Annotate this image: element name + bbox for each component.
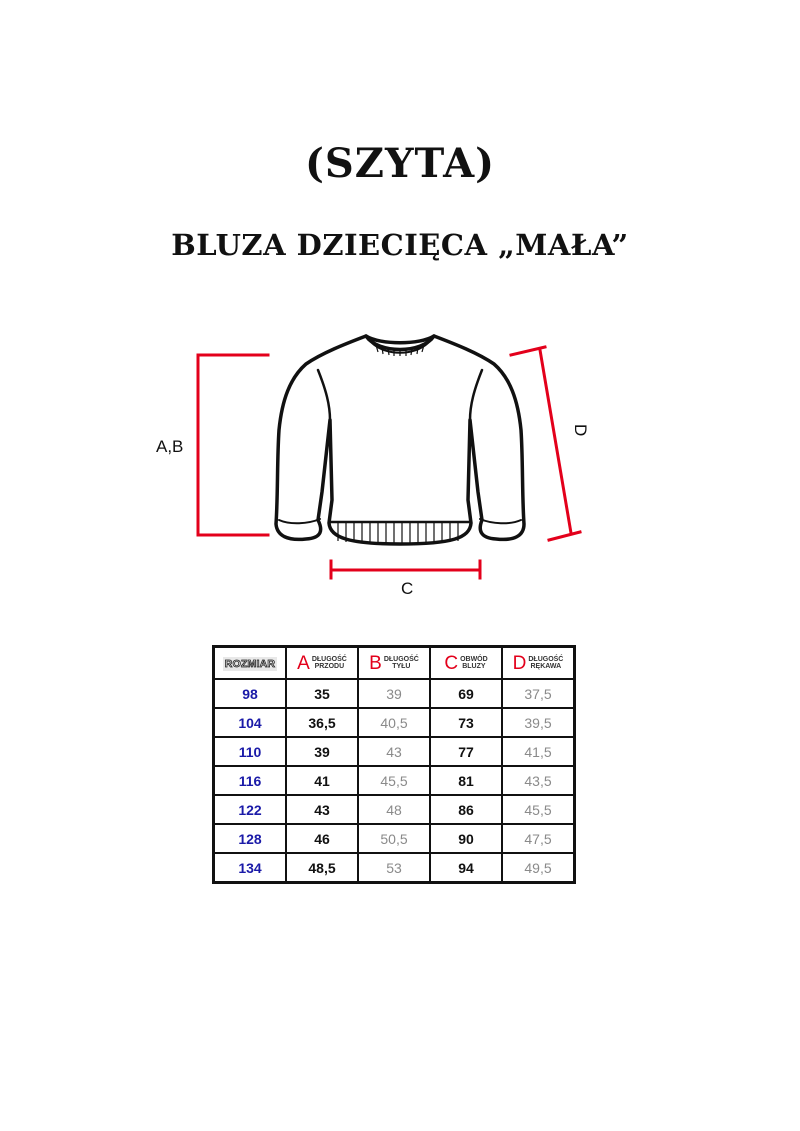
circumference-cell: 77	[430, 737, 502, 766]
size-cell: 116	[214, 766, 287, 795]
header-d-line1: DŁUGOŚĆ	[528, 655, 564, 663]
back-length-cell: 40,5	[358, 708, 430, 737]
back-length-cell: 48	[358, 795, 430, 824]
front-length-cell: 48,5	[286, 853, 358, 883]
size-cell: 110	[214, 737, 287, 766]
sweatshirt-illustration	[276, 336, 524, 544]
header-a-line2: PRZODU	[314, 663, 345, 670]
sleeve-length-cell: 41,5	[502, 737, 575, 766]
length-measure-line	[198, 355, 268, 535]
table-row	[214, 708, 575, 737]
circumference-cell: 73	[430, 708, 502, 737]
sleeve-length-cell: 45,5	[502, 795, 575, 824]
back-length-cell: 45,5	[358, 766, 430, 795]
header-letter-a: A	[297, 652, 310, 674]
size-chart-table	[212, 645, 576, 884]
circumference-cell: 90	[430, 824, 502, 853]
back-length-cell: 43	[358, 737, 430, 766]
size-cell: 128	[214, 824, 287, 853]
label-c: C	[401, 579, 414, 598]
front-length-cell: 46	[286, 824, 358, 853]
size-cell: 104	[214, 708, 287, 737]
sleeve-length-cell: 37,5	[502, 679, 575, 708]
size-cell: 134	[214, 853, 287, 883]
back-length-cell: 39	[358, 679, 430, 708]
product-title: BLUZA DZIECIĘCA „MAŁA”	[171, 228, 629, 262]
header-letter-b: B	[369, 652, 382, 674]
table-row	[214, 853, 575, 883]
header-col-b	[358, 647, 430, 680]
header-letter-c: C	[444, 652, 459, 674]
header-col-d	[502, 647, 575, 680]
header-size	[214, 647, 287, 680]
header-c-line1: OBWÓD	[460, 655, 488, 663]
size-cell: 98	[214, 679, 287, 708]
page-heading: (SZYTA)	[304, 140, 496, 187]
back-length-cell: 53	[358, 853, 430, 883]
header-col-c	[430, 647, 502, 680]
sleeve-length-cell: 43,5	[502, 766, 575, 795]
front-length-cell: 41	[286, 766, 358, 795]
size-cell: 122	[214, 795, 287, 824]
sleeve-length-cell: 47,5	[502, 824, 575, 853]
header-letter-d: D	[512, 652, 527, 674]
header-size-label: ROZMIAR	[224, 658, 276, 670]
front-length-cell: 39	[286, 737, 358, 766]
header-c-line2: BLUZY	[462, 663, 486, 670]
label-ab: A,B	[156, 437, 184, 456]
header-a-line1: DŁUGOŚĆ	[311, 655, 347, 663]
sleeve-length-cell: 39,5	[502, 708, 575, 737]
table-row	[214, 795, 575, 824]
width-measure-line	[331, 561, 480, 578]
table-row	[214, 766, 575, 795]
circumference-cell: 69	[430, 679, 502, 708]
table-row	[214, 679, 575, 708]
sweatshirt-diagram	[0, 320, 800, 610]
header-d-line2: RĘKAWA	[530, 663, 562, 670]
header-b-line1: DŁUGOŚĆ	[383, 655, 419, 663]
circumference-cell: 81	[430, 766, 502, 795]
table-row	[214, 737, 575, 766]
label-d: D	[571, 424, 590, 437]
front-length-cell: 36,5	[286, 708, 358, 737]
header-b-line2: TYŁU	[392, 663, 411, 670]
back-length-cell: 50,5	[358, 824, 430, 853]
front-length-cell: 43	[286, 795, 358, 824]
circumference-cell: 94	[430, 853, 502, 883]
circumference-cell: 86	[430, 795, 502, 824]
header-col-a	[286, 647, 358, 680]
front-length-cell: 35	[286, 679, 358, 708]
sleeve-length-cell: 49,5	[502, 853, 575, 883]
table-row	[214, 824, 575, 853]
table-header-row	[214, 647, 575, 680]
